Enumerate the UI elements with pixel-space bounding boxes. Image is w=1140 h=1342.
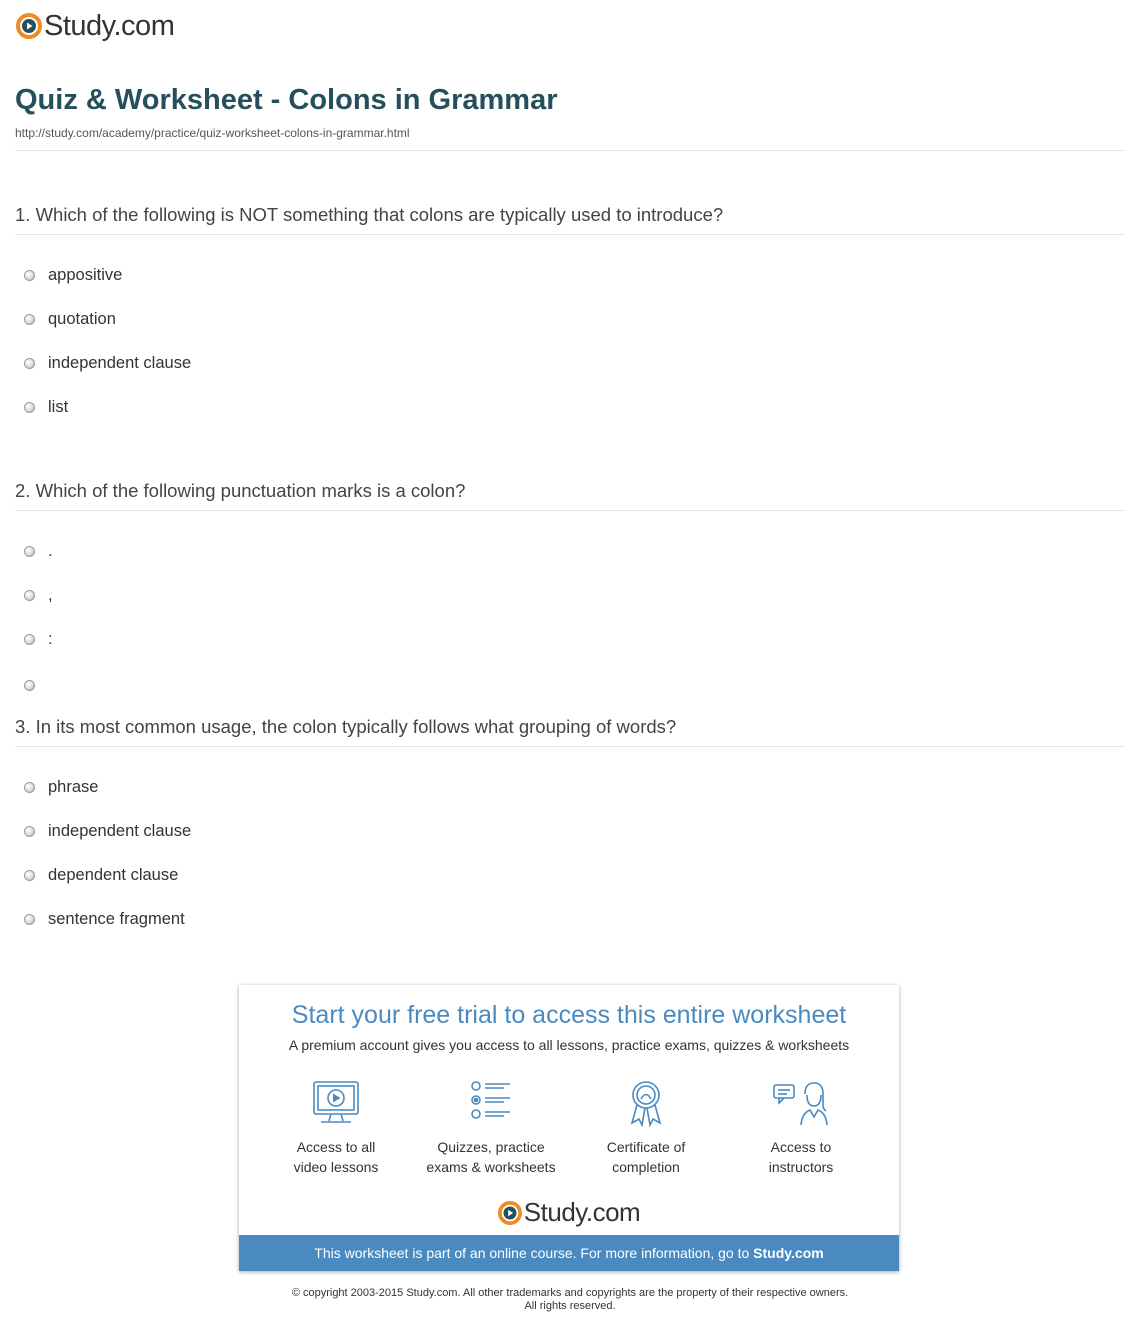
answer-option[interactable] — [24, 629, 53, 649]
free-trial-title[interactable]: Start your free trial to access this entire worksheet — [291, 1001, 847, 1029]
feature-certificate — [571, 1079, 721, 1177]
course-info-bar: This worksheet is part of an online course. For more information, go to Study.com — [239, 1235, 899, 1271]
answer-option[interactable] — [24, 865, 178, 885]
feature-quizzes — [416, 1079, 566, 1177]
instructor-icon — [771, 1079, 831, 1127]
answer-label: , — [48, 585, 53, 604]
answer-label: appositive — [48, 265, 123, 284]
radio-button[interactable] — [24, 314, 35, 325]
answer-option[interactable] — [24, 821, 191, 841]
answer-label: list — [48, 397, 69, 416]
question-3: 3. In its most common usage, the colon typically follows what grouping of words? — [15, 716, 677, 737]
page-url[interactable]: http://study.com/academy/practice/quiz-worksheet-colons-in-grammar.html — [15, 126, 410, 140]
answer-option[interactable] — [24, 909, 185, 929]
answer-label: sentence fragment — [48, 909, 185, 928]
feature-label: Quizzes, practice exams & worksheets — [426, 1139, 556, 1175]
answer-option[interactable] — [24, 675, 48, 695]
video-lesson-icon — [311, 1079, 361, 1127]
feature-instructors — [726, 1079, 876, 1177]
certificate-icon — [621, 1079, 671, 1127]
question-1: 1. Which of the following is NOT something that colons are typically used to introduce? — [15, 204, 724, 225]
radio-button[interactable] — [24, 590, 35, 601]
answer-label: independent clause — [48, 821, 192, 840]
answer-label: phrase — [48, 777, 99, 796]
answer-option[interactable] — [24, 353, 191, 373]
divider — [15, 150, 1125, 151]
divider — [15, 510, 1125, 511]
answer-option[interactable] — [24, 265, 122, 285]
answer-label: : — [48, 629, 53, 648]
radio-button[interactable] — [24, 826, 35, 837]
card-logo[interactable] — [239, 1197, 899, 1228]
radio-button[interactable] — [24, 546, 35, 557]
site-logo[interactable] — [16, 10, 174, 42]
radio-button[interactable] — [24, 634, 35, 645]
radio-button[interactable] — [24, 358, 35, 369]
feature-label: Access to instructors — [768, 1139, 834, 1175]
radio-button[interactable] — [24, 680, 35, 691]
answer-option[interactable] — [24, 585, 53, 605]
radio-button[interactable] — [24, 402, 35, 413]
feature-label: Certificate of completion — [606, 1139, 686, 1175]
radio-button[interactable] — [24, 270, 35, 281]
logo-text: Study.com — [523, 1197, 641, 1227]
answer-label: quotation — [48, 309, 116, 328]
feature-label: Access to all video lessons — [293, 1139, 379, 1175]
free-trial-subtitle: A premium account gives you access to all lessons, practice exams, quizzes & worksheets — [288, 1037, 850, 1053]
answer-option[interactable] — [24, 397, 68, 417]
copyright: © copyright 2003-2015 Study.com. All other trademarks and copyrights are the property of their respective owners. All rights reserved. — [291, 1287, 849, 1312]
divider — [15, 746, 1125, 747]
study-com-link[interactable]: Study.com — [753, 1245, 824, 1261]
page-title: Quiz & Worksheet - Colons in Grammar — [15, 84, 558, 116]
radio-button[interactable] — [24, 782, 35, 793]
play-logo-icon — [498, 1201, 522, 1225]
answer-label: independent clause — [48, 353, 192, 372]
logo-text: Study.com — [44, 9, 175, 42]
answer-option[interactable] — [24, 541, 53, 561]
radio-button[interactable] — [24, 914, 35, 925]
question-2: 2. Which of the following punctuation marks is a colon? — [15, 480, 466, 501]
answer-label: . — [48, 541, 53, 560]
free-trial-card — [239, 985, 899, 1271]
feature-video-lessons — [261, 1079, 411, 1177]
answer-option[interactable] — [24, 309, 116, 329]
answer-label: dependent clause — [48, 865, 179, 884]
answer-option[interactable] — [24, 777, 98, 797]
divider — [15, 234, 1125, 235]
quiz-list-icon — [466, 1079, 516, 1127]
play-logo-icon — [16, 13, 42, 39]
radio-button[interactable] — [24, 870, 35, 881]
